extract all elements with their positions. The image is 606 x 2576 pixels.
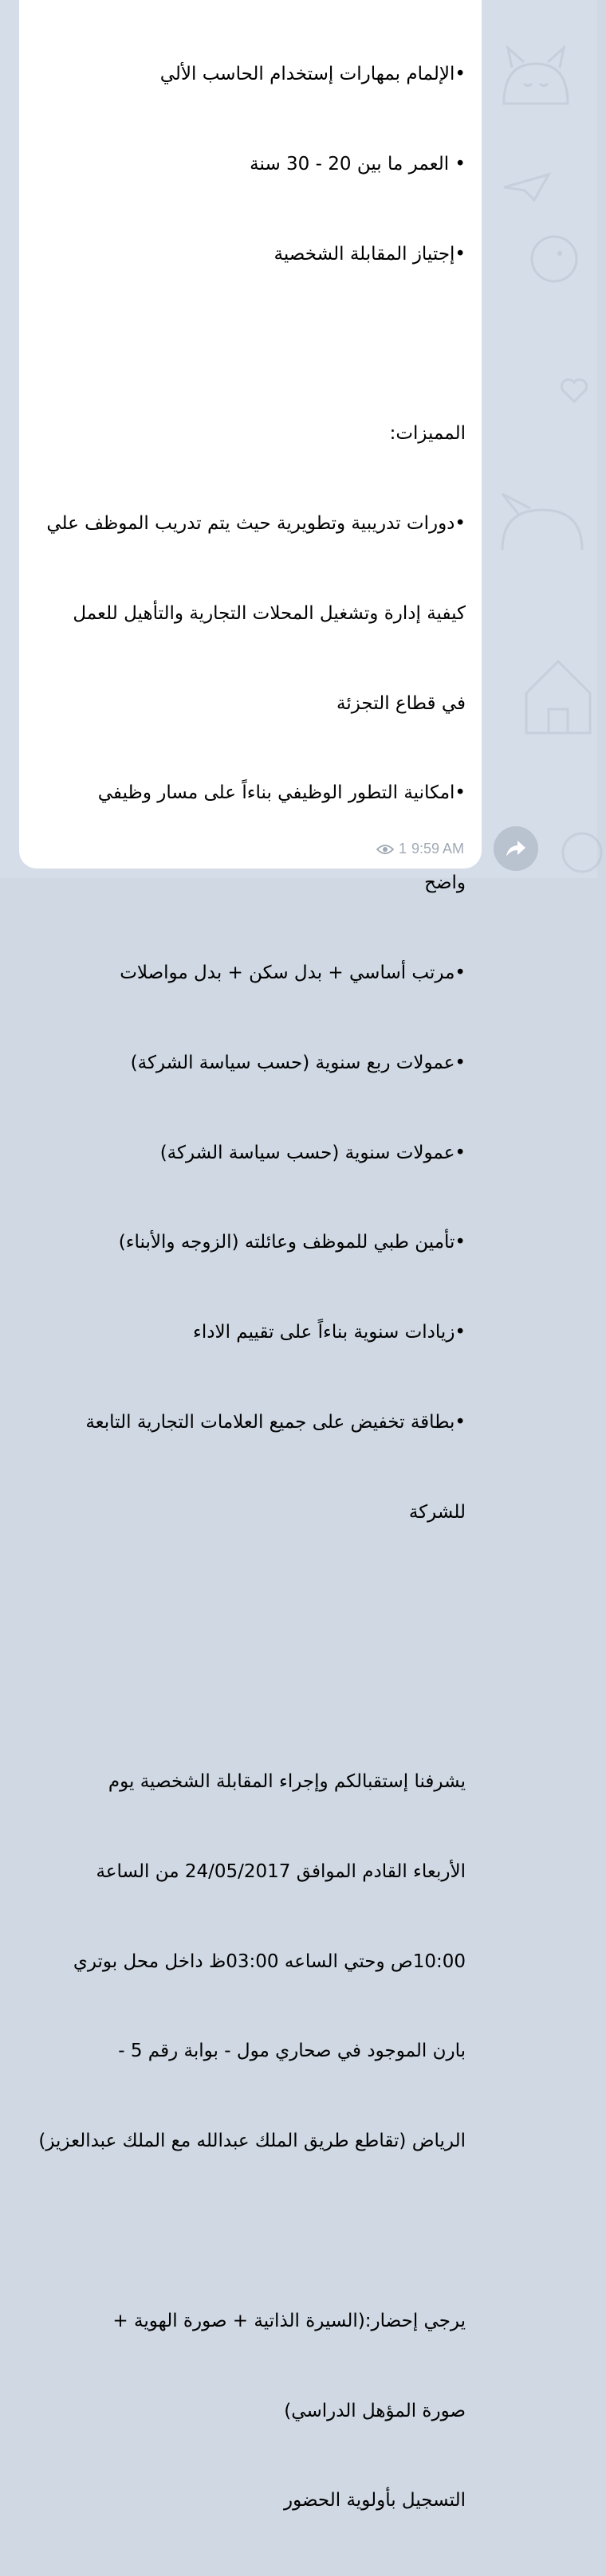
bird-doodle-icon [518, 223, 590, 295]
message-line: في قطاع التجزئة [336, 692, 466, 714]
eye-icon [376, 844, 394, 855]
message-line: كيفية إدارة وتشغيل المحلات التجارية والتأهيل للعمل [73, 602, 466, 624]
message-line: •مرتب أساسي + بدل سكن + بدل مواصلات [120, 963, 466, 983]
message-line: المميزات: [389, 423, 466, 445]
message-line: •امكانية التطور الوظيفي بناءاً على مسار وظيفي [97, 782, 466, 804]
views-count: 1 [398, 841, 407, 857]
house-doodle-icon [518, 653, 598, 741]
message-line: •الإلمام بمهارات إستخدام الحاسب الألي [159, 64, 466, 85]
heart-doodle-icon [558, 374, 590, 406]
message-blank-line [19, 1677, 466, 1708]
message-bubble [19, 0, 482, 2511]
message-line: •عمولات سنوية (حسب سياسة الشركة) [159, 1142, 466, 1163]
message-blank-line [19, 1587, 466, 1617]
ball-doodle-icon [558, 829, 606, 876]
share-arrow-icon [506, 840, 526, 857]
message-line: للشركة [408, 1501, 466, 1523]
message-line: •إجتياز المقابلة الشخصية [273, 243, 466, 265]
dog-doodle-icon [494, 478, 590, 566]
message-line: يرجي إحضار:(السيرة الذاتية + صورة الهوية + [112, 2310, 466, 2331]
paper-plane-doodle-icon [502, 171, 550, 203]
message-line: واضح [424, 872, 466, 894]
message-line: •زيادات سنوية بناءاً على تقييم الاداء [193, 1322, 466, 1343]
message-line: •عمولات ربع سنوية (حسب سياسة الشركة) [130, 1052, 466, 1073]
message-time: 9:59 AM [411, 841, 464, 857]
message-line: صورة المؤهل الدراسي) [284, 2400, 466, 2421]
message-line: بارن الموجود في صحاري مول - بوابة رقم 5 - [118, 2041, 466, 2062]
message-blank-line [19, 330, 466, 360]
message-meta [376, 841, 464, 857]
message-line: • العمر ما بين 20 - 30 سنة [250, 153, 466, 174]
message-line: الرياض (تقاطع طريق الملك عبدالله مع الملك عبدالعزيز) [38, 2131, 466, 2152]
message-line: يشرفنا إستقبالكم وإجراء المقابلة الشخصية يوم [108, 1771, 466, 1793]
message-line: •دورات تدريبية وتطويرية حيث يتم تدريب الموظف علي [46, 513, 466, 535]
share-button[interactable] [494, 826, 538, 871]
message-blank-line [19, 2217, 466, 2247]
message-line: •تأمين طبي للموظف وعائلته (الزوجه والأبناء) [118, 1232, 466, 1253]
message-line: 10:00ص وحتي الساعه 03:00ظ داخل محل بوتري [73, 1951, 466, 1972]
message-line: •بطاقة تخفيض على جميع العلامات التجارية التابعة [85, 1411, 466, 1433]
message-line: التسجيل بأولوية الحضور [283, 2490, 466, 2511]
message-line: الأربعاء القادم الموافق 24/05/2017 من الساعة [96, 1860, 466, 1882]
cat-doodle-icon [488, 32, 584, 127]
message-text [19, 0, 466, 2576]
